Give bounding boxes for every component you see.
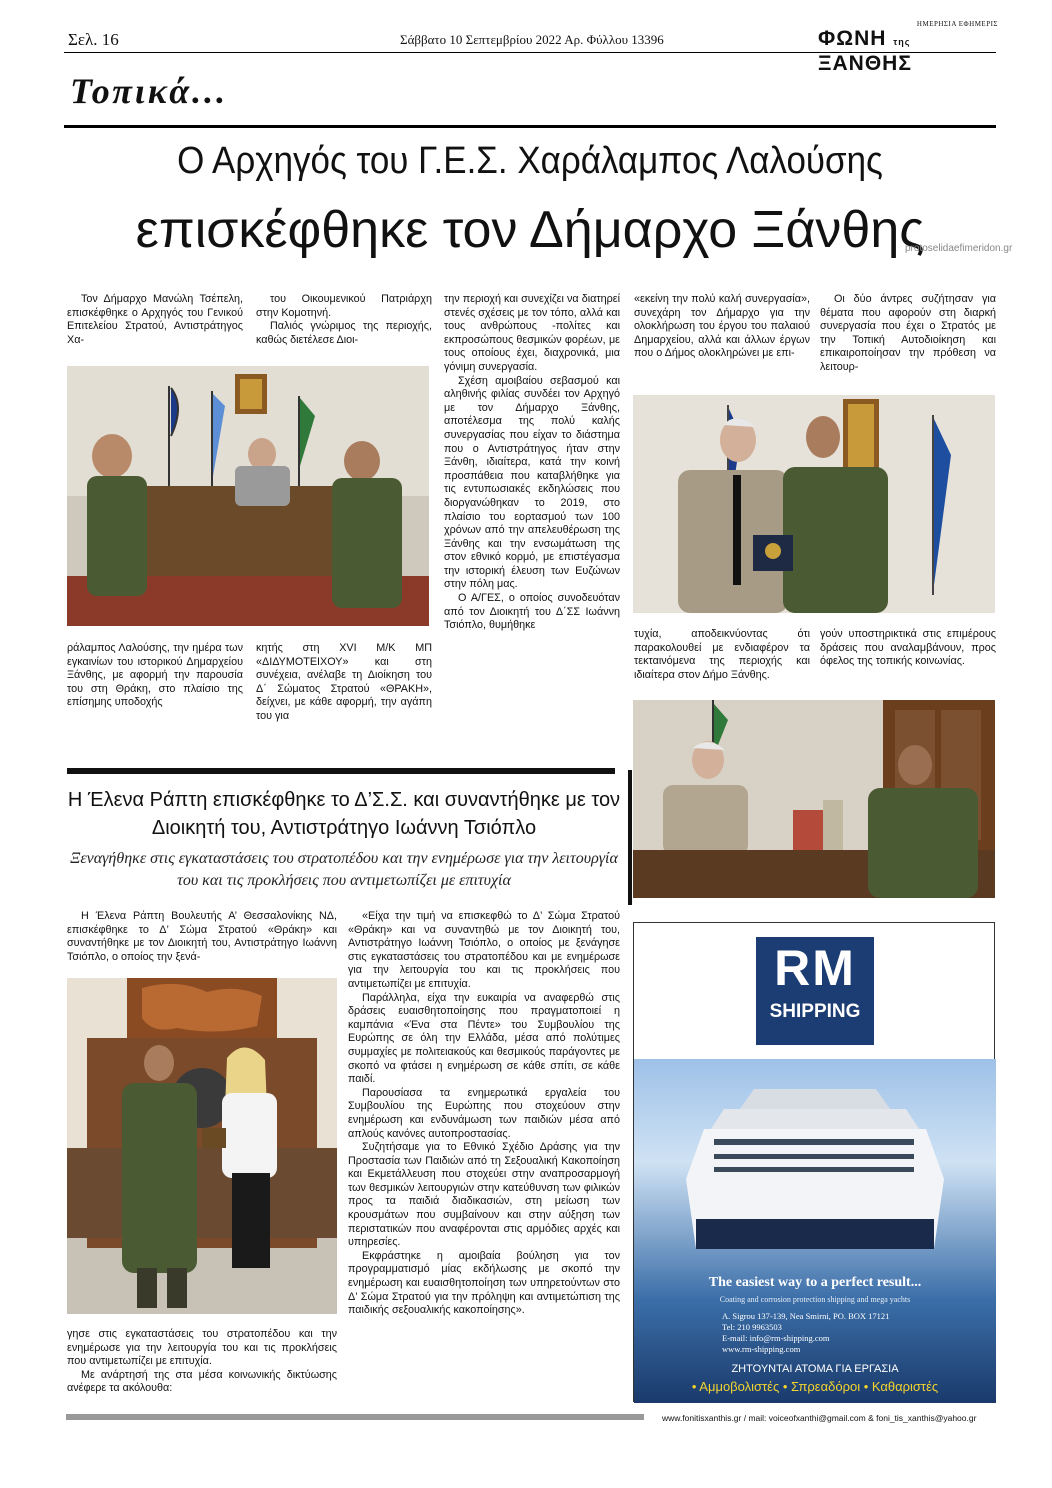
photo-office-meeting	[67, 366, 429, 626]
second-col1-bottom: γησε στις εγκαταστάσεις του στρατοπέδου και την ενημέρωσε για την λειτουργία του και τις προκλήσεις που αντιμετωπίζει με επιτυχία. Με ανάρτησή της στα μέσα κοινωνικής δικτύωσης ανέφερε τα ακόλουθα:	[67, 1328, 337, 1395]
ad-ship-image	[634, 1059, 996, 1403]
issue-date: Σάββατο 10 Σεπτεμβρίου 2022 Αρ. Φύλλου 13396	[400, 32, 664, 47]
ad-jobs-title: ΖΗΤΟΥΝΤΑΙ ΑΤΟΜΑ ΓΙΑ ΕΡΓΑΣΙΑ	[731, 1363, 899, 1375]
watermark: protoselidaefimeridon.gr	[905, 243, 1013, 254]
masthead-name-small: της	[893, 37, 911, 47]
article-col1-top: Τον Δήμαρχο Μανώλη Τσέπελη, επισκέφθηκε ο Αρχηγός του Γενικού Επιτελείου Στρατού, Αντιστράτηγος Χα-	[67, 293, 243, 346]
ad-logo-top: RM	[774, 940, 856, 996]
ad-subline: Coating and corrosion protection shipping and mega yachts	[719, 1295, 911, 1304]
article-col2-bottom: κητής στη XVI Μ/Κ ΜΠ «ΔΙΔΥΜΟΤΕΙΧΟΥ» και στη συνέχεια, ανέλαβε τη Διοίκηση του Δ΄ Σώματος Στρατού «ΘΡΑΚΗ», δείχνει, με κάθε αφορμή, την αγάπη του για	[256, 642, 432, 722]
article-col4-bottom: τυχία, αποδεικνύοντας ότι παρακολουθεί με ενδιαφέρον τα τεκταινόμενα της περιοχής και ιδιαίτερα στον Δήμο Ξάνθης.	[634, 628, 810, 681]
footer-contact[interactable]: www.fonitisxanthis.gr / mail: voiceofxanthi@gmail.com & foni_tis_xanthis@yahoo.gr	[662, 1413, 977, 1423]
article-col3: την περιοχή και συνεχίζει να διατηρεί στενές σχέσεις με τον τόπο, αλλά και τους ανθρώπους -πολίτες και εκπροσώπους θεσμικών φορέων, με τους οποίους έχει, διαχρονικά, μια γόνιμη συνεργασία. Σχέση αμοιβαίου σεβασμού και αληθινής φιλίας συνδέει τον Αρχηγό με τον Δήμαρχο Ξάνθης, αποτέλεσμα της πολύ καλής συνεργασίας που είχαν το διάστημα που ο Αντιστράτηγος ήταν στην Ξάνθη, ιδιαίτερα, κατά την κοινή προσπάθεια που καταβλήθηκε για τις εντυπωσιακές εκδηλώσεις που διοργανώθηκαν το 2019, στο πλαίσιο του εορτασμού των 100 χρόνων από την απελευθέρωση της Ξάνθης και την ενσωμάτωση της στον εθνικό κορμό, με επιστέγασμα την ιστορική έλευση των Ευζώνων στην πόλη μας. Ο Α/ΓΕΣ, ο οποίος συνοδευόταν από τον Διοικητή του Δ΄ΣΣ Ιωάννη Τσιόπλο, θυμήθηκε	[444, 293, 620, 632]
article-col5-top: Οι δύο άντρες συζήτησαν για θέματα που αφορούν στη διαρκή συνεργασία που έχει ο Στρατός με την Τοπική Αυτοδιοίκηση και επικαιροποίησαν την πρόθεση να λειτουρ-	[820, 293, 996, 373]
photo-office-meeting-svg	[67, 366, 429, 626]
section-rule	[64, 125, 996, 128]
photo-plaque-handover-svg	[633, 395, 995, 613]
ad-slogan: The easiest way to a perfect result...	[708, 1275, 922, 1290]
masthead-tagline: ΗΜΕΡΗΣΙΑ ΕΦΗΜΕΡΙΣ	[916, 20, 998, 28]
ad-tel: Tel: 210 9963503	[722, 1322, 782, 1332]
photo-rapti-visit-svg	[67, 978, 337, 1314]
main-headline-line1: Ο Αρχηγός του Γ.Ε.Σ. Χαράλαμπος Λαλούσης	[177, 140, 883, 182]
main-headline-line2: επισκέφθηκε τον Δήμαρχο Ξάνθης	[135, 201, 925, 259]
advertisement[interactable]	[633, 922, 995, 1402]
photo-plaque-handover	[633, 395, 995, 613]
photo-rapti-visit	[67, 978, 337, 1314]
second-col1-top: Η Έλενα Ράπτη Βουλευτής Α’ Θεσσαλονίκης ΝΔ, επισκέφθηκε το Δ’ Σώμα Στρατού «Θράκη» και συναντήθηκε με τον Διοικητή του, Αντιστράτηγο Ιωάννη Τσιόπλο, ο οποίος την ξενά-	[67, 910, 337, 963]
second-article-headline: Η Έλενα Ράπτη επισκέφθηκε το Δ’Σ.Σ. και συναντήθηκε με τον Διοικητή του, Αντιστράτηγο Ιωάννη Τσιόπλο	[67, 789, 621, 839]
ad-contact	[722, 1311, 922, 1355]
second-article-deck: Ξεναγήθηκε στις εγκαταστάσεις του στρατοπέδου και την ενημέρωσε για την λειτουργία του και τις προκλήσεις που αντιμετωπίζει με επιτυχία	[70, 850, 618, 889]
masthead-logo	[818, 20, 998, 75]
second-col2: «Είχα την τιμή να επισκεφθώ το Δ’ Σώμα Στρατού «Θράκη» και να συναντηθώ με τον Διοικητή του, Αντιστράτηγο Ιωάννη Τσιόπλο, ο οποίος με ξενάγησε στις εγκαταστάσεις του στρατοπέδου και με ενημέρωσε για την λειτουργία του και τις προκλήσεις που αντιμετωπίζει με επιτυχία. Παράλληλα, είχα την ευκαιρία να αναφερθώ στις δράσεις ευαισθητοποίησης που πραγματοποιεί η καμπάνια «Ένα στα Πέντε» του Συμβουλίου της Ευρώπης σε όλη την Ελλάδα, μέσα από πολύτιμες συμμαχίες με πολιτειακούς και θεσμικούς παράγοντες με σκοπό να φτάσει η ενημέρωση σε κάθε σπίτι, σε κάθε παιδί. Παρουσίασα τα ενημερωτικά εργαλεία του Συμβουλίου της Ευρώπης που στοχεύουν στην ενημέρωση και ενδυνάμωση των παιδιών μέσα από απλούς κανόνες αυτοπροστασίας. Συζητήσαμε για το Εθνικό Σχέδιο Δράσης για την Προστασία των Παιδιών από τη Σεξουαλική Κακοποίηση και Εκμετάλλευση που στοχεύει στην αναπροσαρμογή των θεσμικών λειτουργιών στην κατεύθυνση των φιλικών προς τα παιδιά διαδικασιών, στη μείωση των κρουσμάτων που συμβαίνουν και στην αύξηση των περιστατικών που αναφέρονται στις αρμόδιες αρχές και υπηρεσίες. Εκφράστηκε η αμοιβαία βούληση για τον προγραμματισμό μίας εκδήλωσης με σκοπό την ενημέρωση και ευαισθητοποίηση των υπηρετούντων στο Δ’ Σώμα Στρατού για την πρόληψη και αντιμετώπιση της παιδικής σεξουαλικής κακοποίησης».	[348, 910, 620, 1317]
photo-desk-conversation	[633, 700, 995, 898]
masthead-name-2: ΞΑΝΘΗΣ	[818, 52, 912, 75]
ad-web: www.rm-shipping.com	[722, 1344, 801, 1354]
ad-address: A. Sigrou 137-139, Nea Smirni, PO. BOX 17121	[722, 1311, 890, 1321]
page-number: Σελ. 16	[68, 30, 119, 49]
section-title: Τοπικά...	[70, 71, 229, 111]
top-rule	[64, 52, 996, 53]
ad-jobs-list: • Αμμοβολιστές • Σπρεαδόροι • Καθαριστές	[691, 1379, 939, 1394]
ad-logo	[756, 937, 874, 1045]
article-col1-bottom: ράλαμπος Λαλούσης, την ημέρα των εγκαινίων του ιστορικού Δημαρχείου Ξάνθης, με αφορμή την παρουσία του στη Θράκη, στο πλαίσιο της επίσημης υποδοχής	[67, 642, 243, 709]
footer-rule	[66, 1414, 644, 1420]
ad-cruise-ship-svg	[634, 1059, 996, 1259]
article-col5-bottom: γούν υποστηρικτικά στις επιμέρους δράσεις που αναλαμβάνουν, προς όφελος της τοπικής κοινωνίας.	[820, 628, 996, 668]
photo-desk-conversation-svg	[633, 700, 995, 898]
second-article-rule	[67, 768, 615, 774]
article-col4-top: «εκείνη την πολύ καλή συνεργασία», συνεχάρη τον Δήμαρχο για την ολοκλήρωση του έργου του παλαιού Δημαρχείου, αλλά και άλλων έργων που ο Δήμος ολοκληρώνει με επι-	[634, 293, 810, 360]
ad-email: E-mail: info@rm-shipping.com	[722, 1333, 830, 1343]
article-col2-top: του Οικουμενικού Πατριάρχη στην Κομοτηνή. Παλιός γνώριμος της περιοχής, καθώς διετέλεσε Διοι-	[256, 293, 432, 346]
masthead-name-1: ΦΩΝΗ	[818, 27, 887, 50]
second-article-frame	[628, 770, 632, 905]
ad-logo-bottom: SHIPPING	[769, 1001, 861, 1022]
